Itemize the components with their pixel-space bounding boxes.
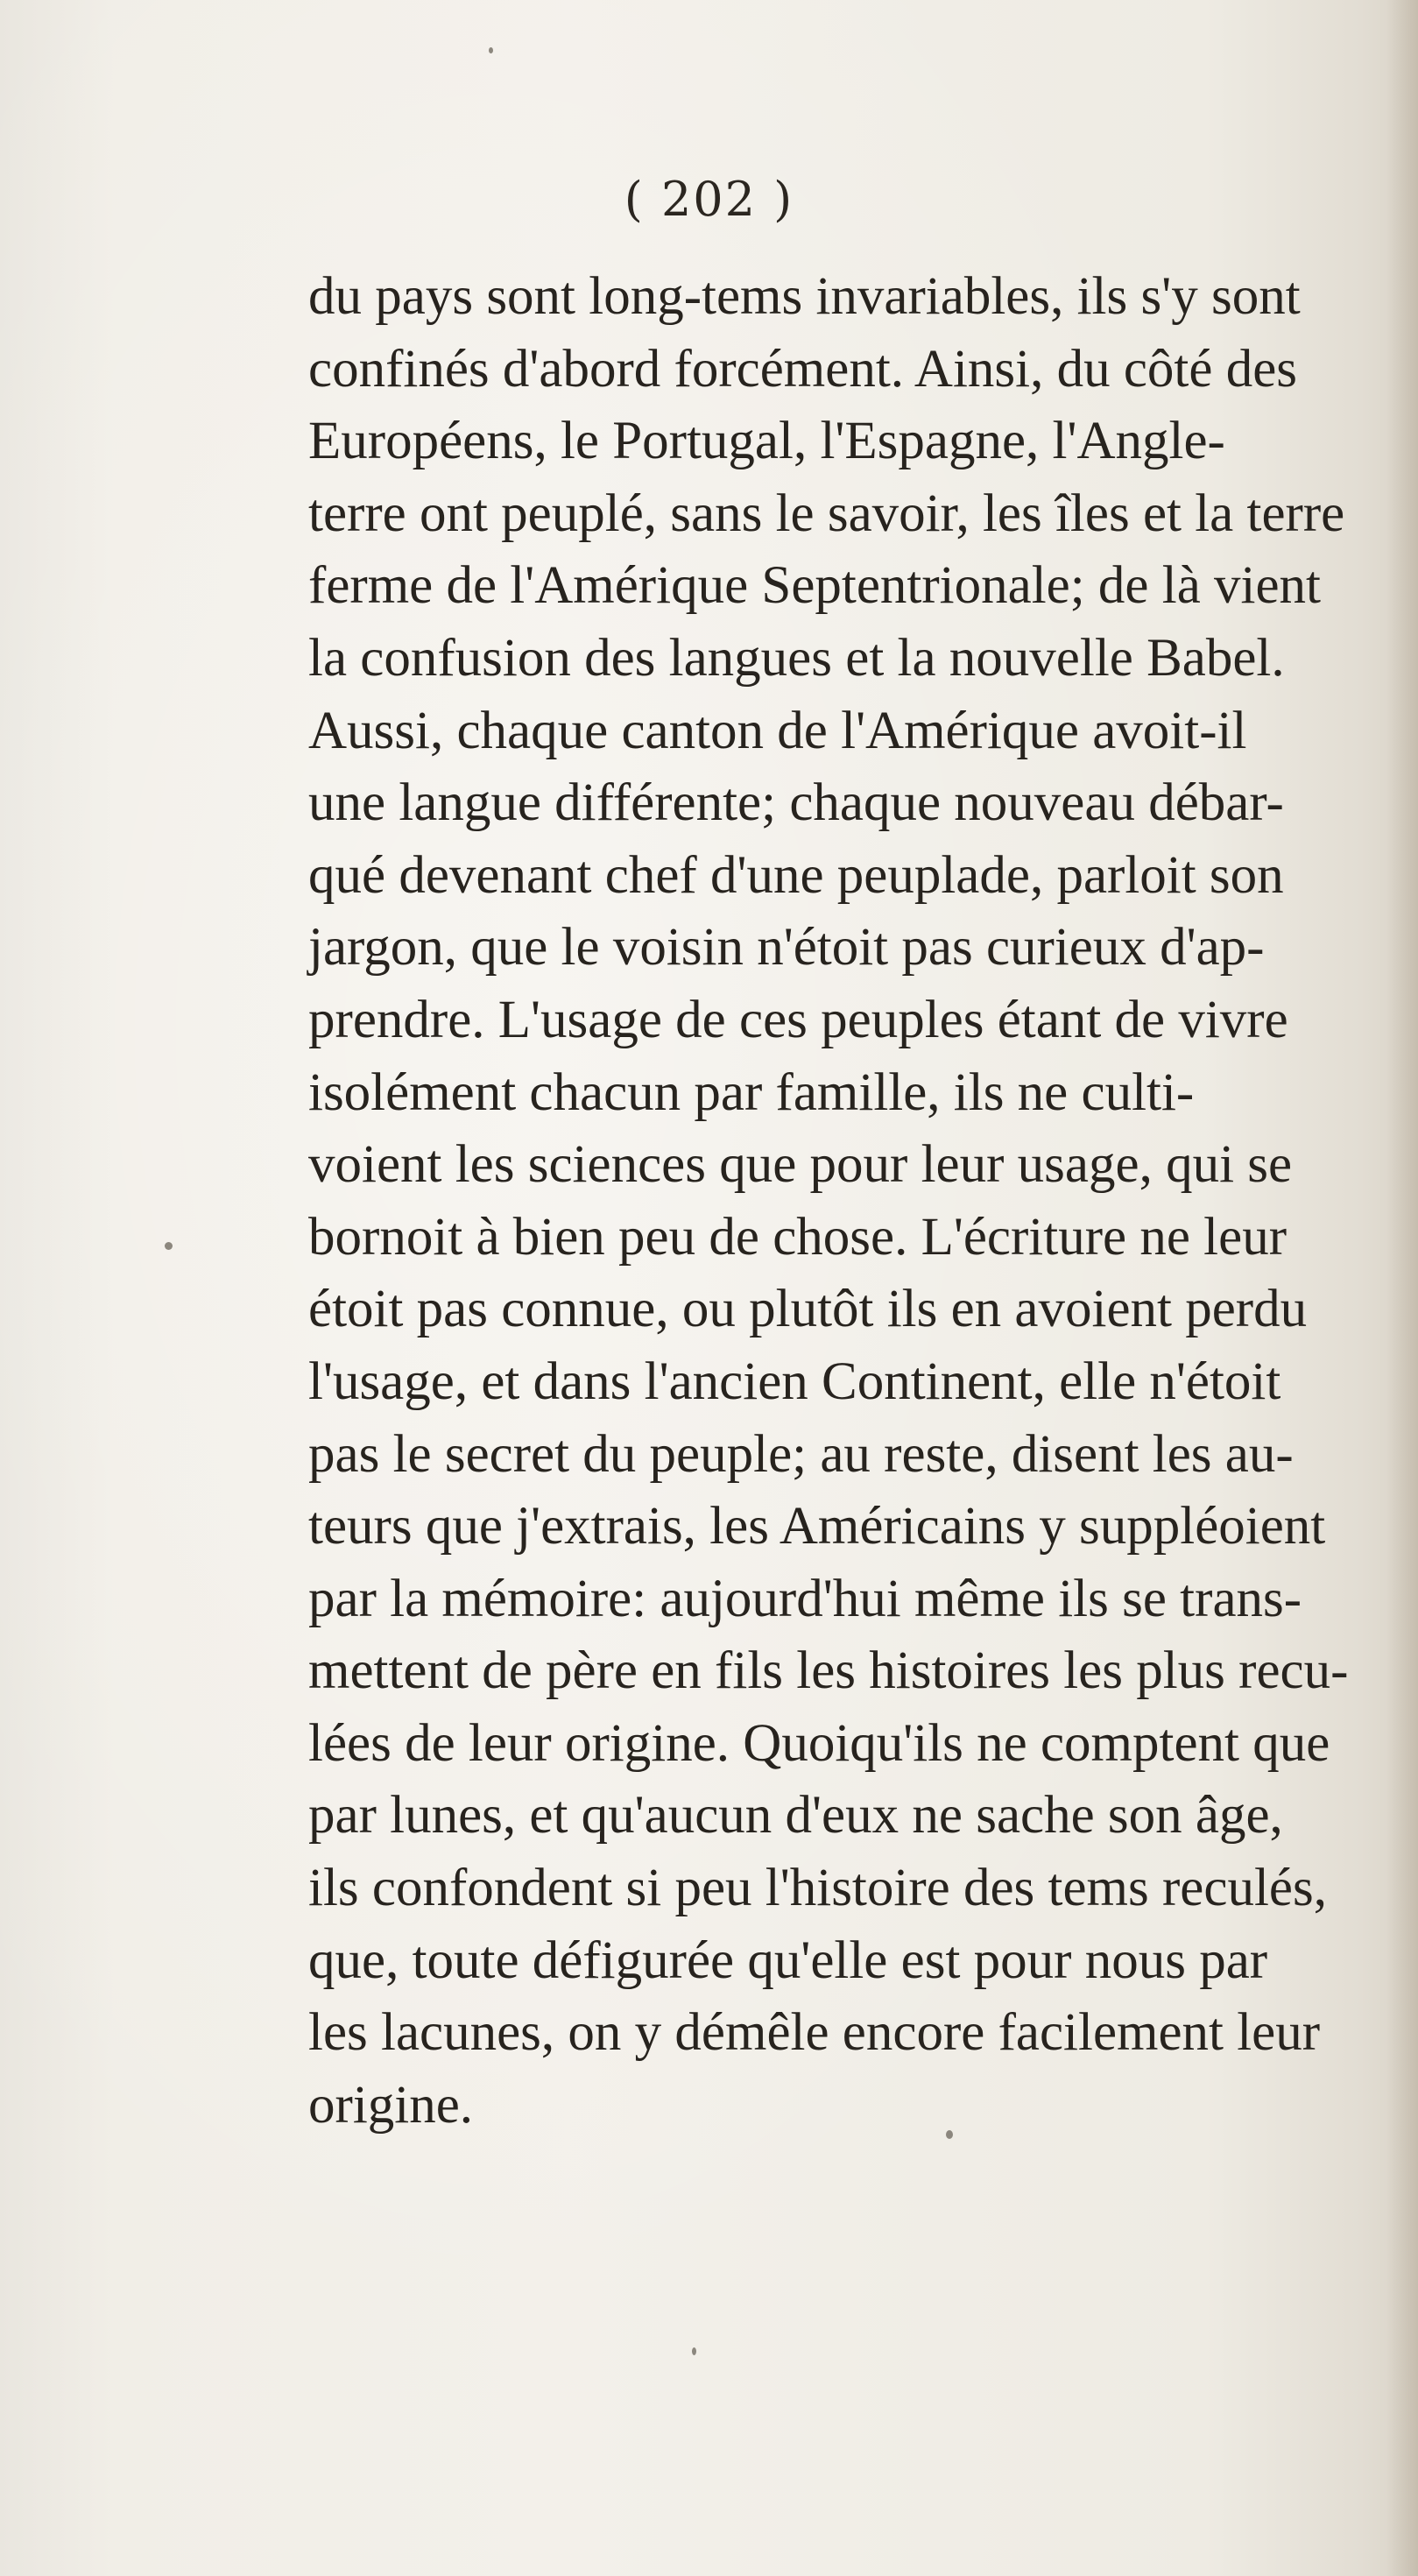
text-line: origine. bbox=[308, 2075, 474, 2135]
paper-speck bbox=[165, 1242, 173, 1250]
text-line: terre ont peuplé, sans le savoir, les îles et la terre bbox=[308, 483, 1345, 543]
text-line: Européens, le Portugal, l'Espagne, l'Angle- bbox=[308, 412, 1225, 471]
paper-speck bbox=[489, 47, 493, 53]
text-line: étoit pas connue, ou plutôt ils en avoient perdu bbox=[308, 1280, 1308, 1339]
text-line: une langue différente; chaque nouveau débar- bbox=[308, 773, 1284, 833]
text-line: l'usage, et dans l'ancien Continent, elle n'étoit bbox=[308, 1352, 1281, 1411]
text-line: lées de leur origine. Quoiqu'ils ne comptent que bbox=[308, 1713, 1330, 1773]
page-number-header: ( 202 ) bbox=[624, 172, 794, 227]
text-line: jargon, que le voisin n'étoit pas curieux d'ap- bbox=[308, 918, 1265, 977]
text-line: par la mémoire: aujourd'hui même ils se trans- bbox=[308, 1569, 1302, 1628]
text-line: isolément chacun par famille, ils ne culti- bbox=[308, 1062, 1195, 1122]
text-line: par lunes, et qu'aucun d'eux ne sache son âge, bbox=[308, 1786, 1283, 1846]
text-line: Aussi, chaque canton de l'Amérique avoit-il bbox=[308, 701, 1247, 760]
text-line: voient les sciences que pour leur usage, qui se bbox=[308, 1135, 1293, 1195]
text-line: teurs que j'extrais, les Américains y suppléoient bbox=[308, 1497, 1326, 1556]
text-line: qué devenant chef d'une peuplade, parloit son bbox=[308, 845, 1284, 905]
text-line: du pays sont long-tems invariables, ils s'y sont bbox=[308, 267, 1301, 326]
text-line: bornoit à bien peu de chose. L'écriture ne leur bbox=[308, 1207, 1287, 1267]
paper-speck bbox=[692, 2347, 696, 2355]
text-line: ils confondent si peu l'histoire des tems reculés, bbox=[308, 1859, 1327, 1918]
body-text bbox=[308, 261, 1364, 2142]
text-line: prendre. L'usage de ces peuples étant de vivre bbox=[308, 990, 1288, 1049]
text-line: mettent de père en fils les histoires les plus recu- bbox=[308, 1641, 1349, 1701]
text-line: les lacunes, on y démêle encore facilement leur bbox=[308, 2003, 1321, 2063]
text-line: la confusion des langues et la nouvelle Babel. bbox=[308, 628, 1285, 688]
text-line: pas le secret du peuple; au reste, disent les au- bbox=[308, 1424, 1294, 1484]
text-line: que, toute défigurée qu'elle est pour nous par bbox=[308, 1930, 1268, 1990]
text-line: confinés d'abord forcément. Ainsi, du côté des bbox=[308, 339, 1298, 399]
text-line: ferme de l'Amérique Septentrionale; de là vient bbox=[308, 556, 1321, 616]
paper-speck bbox=[946, 2130, 953, 2139]
